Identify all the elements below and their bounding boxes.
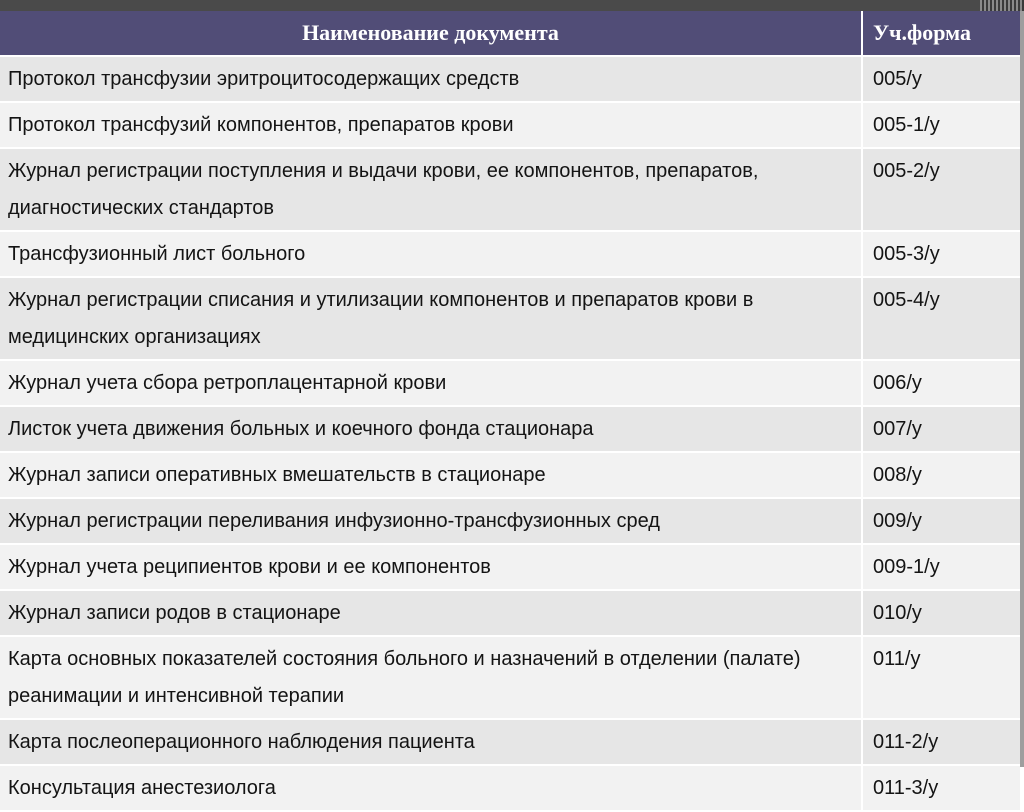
table-row	[0, 590, 1020, 636]
form-code-cell: 005/у	[862, 56, 1020, 102]
table-row	[0, 719, 1020, 765]
document-name-cell: Журнал регистрации переливания инфузионно-трансфузионных сред	[0, 498, 862, 544]
table-row	[0, 277, 1020, 360]
form-code-cell: 009/у	[862, 498, 1020, 544]
form-code-cell: 011-3/у	[862, 765, 1020, 811]
table-row	[0, 636, 1020, 719]
document-name-cell: Карта послеоперационного наблюдения пациента	[0, 719, 862, 765]
table-row	[0, 498, 1020, 544]
right-decor-rail	[1020, 11, 1024, 767]
table-row	[0, 765, 1020, 811]
table-row	[0, 56, 1020, 102]
document-name-cell: Журнал учета реципиентов крови и ее компонентов	[0, 544, 862, 590]
table-row	[0, 148, 1020, 231]
document-name-cell: Журнал регистрации списания и утилизации компонентов и препаратов крови в медицинских организациях	[0, 277, 862, 360]
document-name-cell: Протокол трансфузий компонентов, препаратов крови	[0, 102, 862, 148]
document-name-cell: Трансфузионный лист больного	[0, 231, 862, 277]
form-code-cell: 005-2/у	[862, 148, 1020, 231]
document-name-cell: Листок учета движения больных и коечного фонда стационара	[0, 406, 862, 452]
form-code-cell: 011-2/у	[862, 719, 1020, 765]
table-row	[0, 102, 1020, 148]
form-code-cell: 005-1/у	[862, 102, 1020, 148]
top-decor-accent	[980, 0, 1024, 11]
form-code-cell: 005-4/у	[862, 277, 1020, 360]
form-code-cell: 005-3/у	[862, 231, 1020, 277]
table-header-row	[0, 11, 1020, 56]
document-name-cell: Карта основных показателей состояния больного и назначений в отделении (палате) реанимации и интенсивной терапии	[0, 636, 862, 719]
column-header-form: Уч.форма	[862, 11, 1020, 56]
document-name-cell: Журнал учета сбора ретроплацентарной крови	[0, 360, 862, 406]
document-name-cell: Консультация анестезиолога	[0, 765, 862, 811]
form-code-cell: 010/у	[862, 590, 1020, 636]
form-code-cell: 007/у	[862, 406, 1020, 452]
document-name-cell: Журнал записи оперативных вмешательств в стационаре	[0, 452, 862, 498]
documents-table	[0, 11, 1020, 812]
document-name-cell: Журнал регистрации поступления и выдачи крови, ее компонентов, препаратов, диагностических стандартов	[0, 148, 862, 231]
top-decor-bar	[0, 0, 1024, 11]
table-row	[0, 231, 1020, 277]
table-row	[0, 452, 1020, 498]
table-row	[0, 544, 1020, 590]
form-code-cell: 011/у	[862, 636, 1020, 719]
document-name-cell: Журнал записи родов в стационаре	[0, 590, 862, 636]
document-name-cell: Протокол трансфузии эритроцитосодержащих средств	[0, 56, 862, 102]
form-code-cell: 009-1/у	[862, 544, 1020, 590]
form-code-cell: 008/у	[862, 452, 1020, 498]
table-row	[0, 360, 1020, 406]
column-header-name: Наименование документа	[0, 11, 862, 56]
form-code-cell: 006/у	[862, 360, 1020, 406]
table-row	[0, 406, 1020, 452]
